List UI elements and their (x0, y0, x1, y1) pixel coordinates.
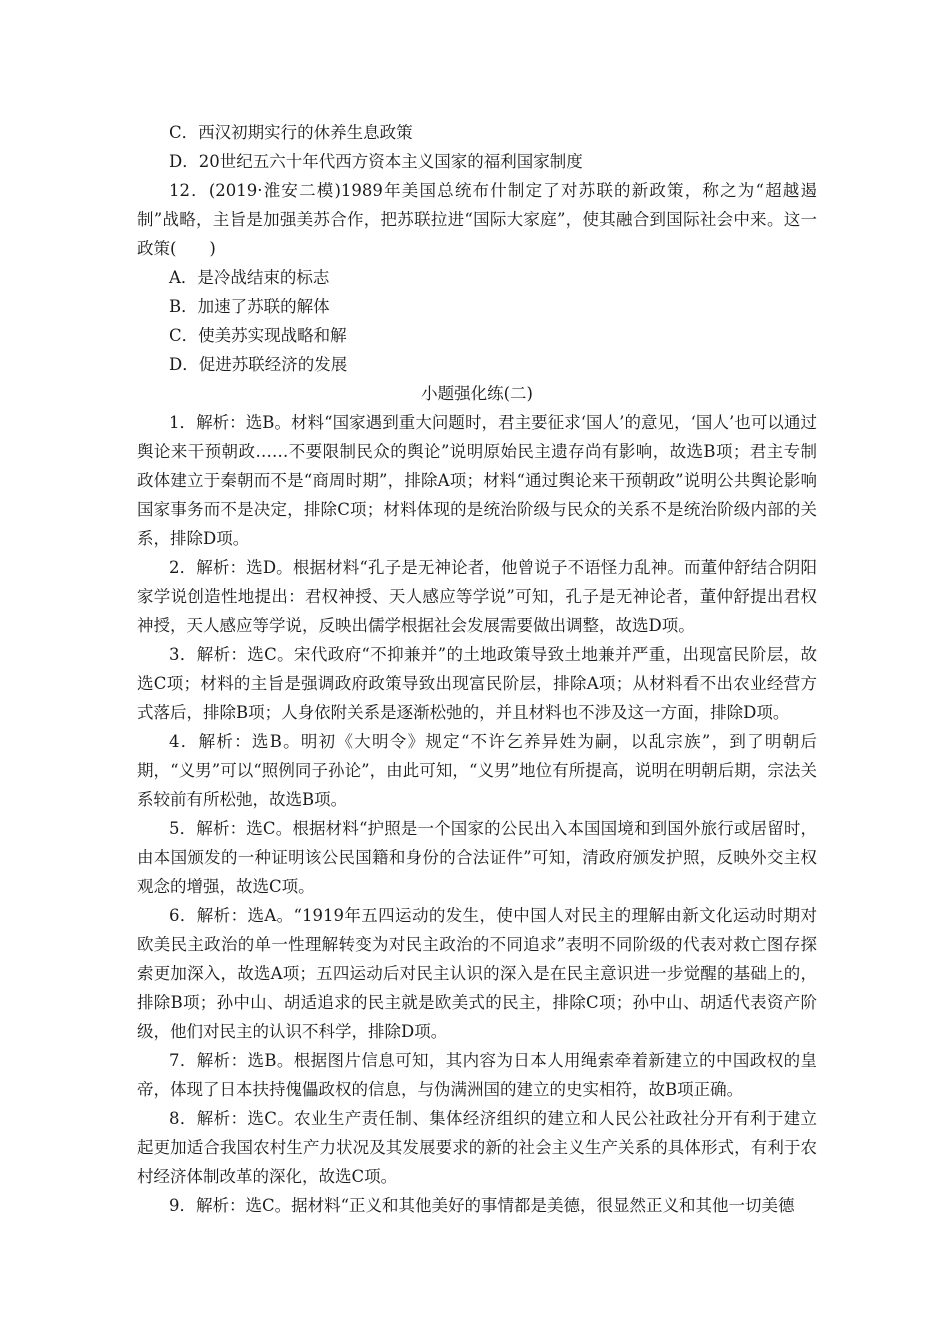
q12-stem: 12．(2019·淮安二模)1989年美国总统布什制定了对苏联的新政策，称之为“超越遏制”战略，主旨是加强美苏合作，把苏联拉进“国际大家庭”，使其融合到国际社会中来。这一政策( ) (137, 181, 817, 258)
document-page (137, 118, 817, 1220)
answer-3: 3．解析：选C。宋代政府“不抑兼并”的土地政策导致土地兼并严重，出现富民阶层，故选C项；材料的主旨是强调政府政策导致出现富民阶层，排除A项；从材料看不出农业经营方式落后，排除B项；人身依附关系是逐渐松弛的，并且材料也不涉及这一方面，排除D项。 (137, 645, 817, 722)
section-title: 小题强化练(二) (421, 384, 533, 403)
q12-option-a: A．是冷战结束的标志 (169, 268, 330, 287)
q12-option-c: C．使美苏实现战略和解 (169, 326, 347, 345)
q12-option-b: B．加速了苏联的解体 (169, 297, 330, 316)
q11-option-c: C．西汉初期实行的休养生息政策 (169, 123, 413, 142)
answer-5: 5．解析：选C。根据材料“护照是一个国家的公民出入本国国境和到国外旅行或居留时，由本国颁发的一种证明该公民国籍和身份的合法证件”可知，清政府颁发护照，反映外交主权观念的增强，故选C项。 (137, 819, 817, 896)
q12-option-d: D．促进苏联经济的发展 (169, 355, 348, 374)
answer-1: 1．解析：选B。材料“国家遇到重大问题时，君主要征求‘国人’的意见，‘国人’也可以通过舆论来干预朝政……不要限制民众的舆论”说明原始民主遗存尚有影响，故选B项；君主专制政体建立于秦朝而不是“商周时期”，排除A项；材料“通过舆论来干预朝政”说明公共舆论影响国家事务而不是决定，排除C项；材料体现的是统治阶级与民众的关系不是统治阶级内部的关系，排除D项。 (137, 413, 817, 548)
answer-4: 4．解析：选B。明初《大明令》规定“不许乞养异姓为嗣，以乱宗族”，到了明朝后期，“义男”可以“照例同子孙论”，由此可知，“义男”地位有所提高，说明在明朝后期，宗法关系较前有所松弛，故选B项。 (137, 732, 817, 809)
answer-7: 7．解析：选B。根据图片信息可知，其内容为日本人用绳索牵着新建立的中国政权的皇帝，体现了日本扶持傀儡政权的信息，与伪满洲国的建立的史实相符，故B项正确。 (137, 1051, 817, 1099)
answer-2: 2．解析：选D。根据材料“孔子是无神论者，他曾说子不语怪力乱神。而董仲舒结合阴阳家学说创造性地提出：君权神授、天人感应等学说”可知，孔子是无神论者，董仲舒提出君权神授，天人感应等学说，反映出儒学根据社会发展需要做出调整，故选D项。 (137, 558, 817, 635)
answer-9: 9．解析：选C。据材料“正义和其他美好的事情都是美德，很显然正义和其他一切美德 (169, 1196, 795, 1215)
q11-option-d: D．20世纪五六十年代西方资本主义国家的福利国家制度 (169, 152, 583, 171)
answer-8: 8．解析：选C。农业生产责任制、集体经济组织的建立和人民公社政社分开有利于建立起更加适合我国农村生产力状况及其发展要求的新的社会主义生产关系的具体形式，有利于农村经济体制改革的深化，故选C项。 (137, 1109, 817, 1186)
answer-6: 6．解析：选A。“1919年五四运动的发生，使中国人对民主的理解由新文化运动时期对欧美民主政治的单一性理解转变为对民主政治的不同追求”表明不同阶级的代表对救亡图存探索更加深入，故选A项；五四运动后对民主认识的深入是在民主意识进一步觉醒的基础上的，排除B项；孙中山、胡适追求的民主就是欧美式的民主，排除C项；孙中山、胡适代表资产阶级，他们对民主的认识不科学，排除D项。 (137, 906, 817, 1041)
